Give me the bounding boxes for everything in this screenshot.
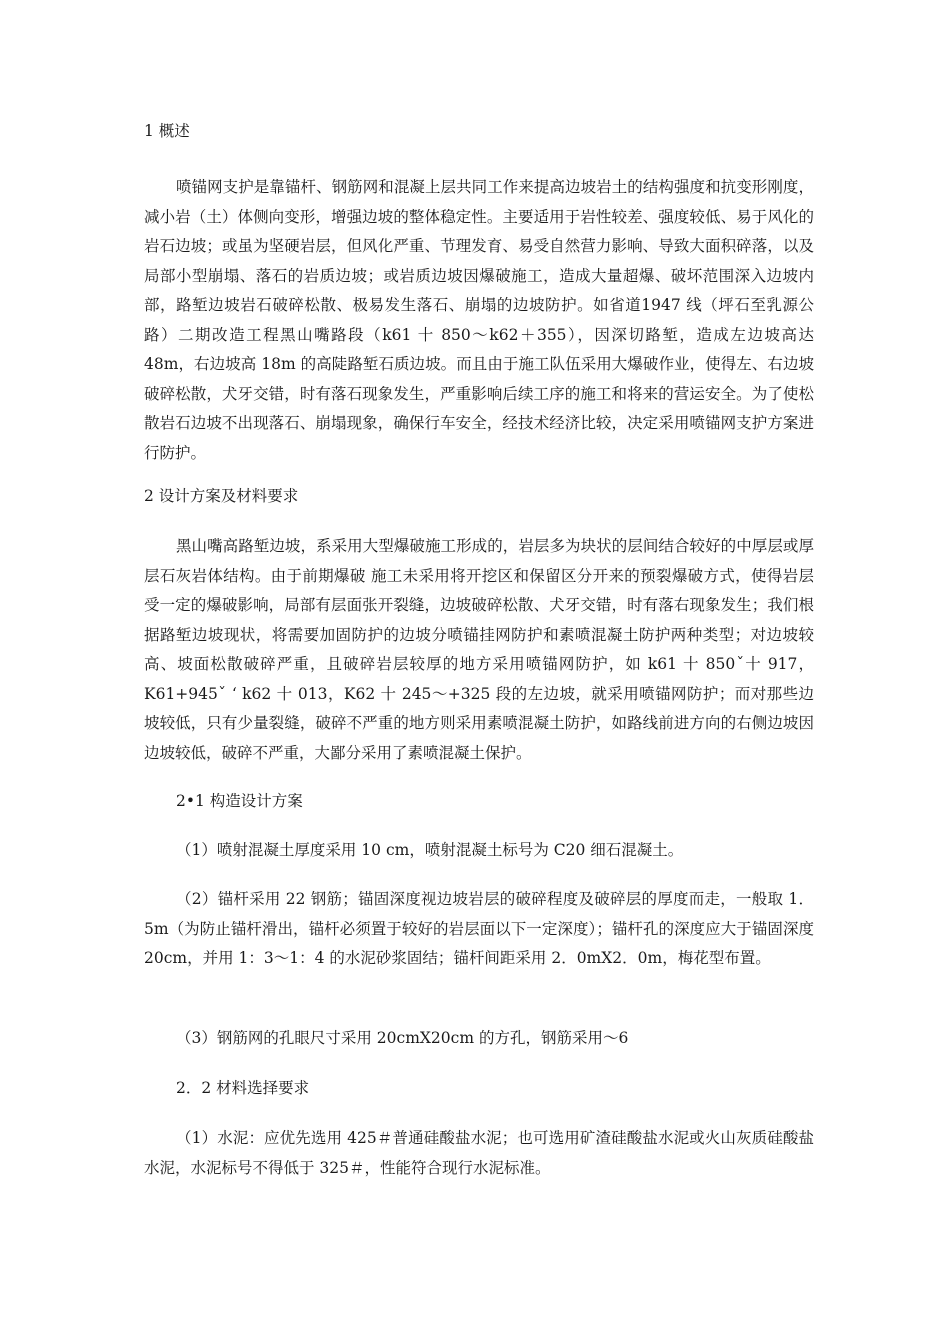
section-2-heading: 2 设计方案及材料要求 bbox=[144, 487, 299, 505]
section-2-paragraph: 黑山嘴高路堑边坡，系采用大型爆破施工形成的，岩层多为块状的层间结合较好的中厚层或厚层石灰岩体结构。由于前期爆破 施工未采用将开挖区和保留区分开来的预裂爆破方式，使得岩层受一定的爆破影响，局部有层面张开裂缝，边坡破碎松散、犬牙交错，时有落右现象发生；我们根据路堑边坡现状，将需要加固防护的边坡分喷锚挂网防护和素喷混凝土防护两种类型；对边坡较高、坡面松散破碎严重，且破碎岩层较厚的地方采用喷锚网防护，如 k61 十 850ˇ十 917，K61+945ˇ ‘ k62 十 013，K62 十 245～+325 段的左边坡，就采用喷锚网防护；而对那些边坡较低，只有少量裂缝，破碎不严重的地方则采用素喷混凝土防护，如路线前进方向的右侧边坡因边坡较低，破碎不严重，大鄙分采用了素喷混凝土保护。 bbox=[144, 537, 814, 762]
design-item-1-text: （1）喷射混凝土厚度采用 10 cm，喷射混凝土标号为 C20 细石混凝土。 bbox=[176, 841, 684, 859]
material-item-1: （1）水泥：应优先选用 425＃普通硅酸盐水泥；也可选用矿渣硅酸盐水泥或火山灰质硅酸盐水泥，水泥标号不得低于 325＃，性能符合现行水泥标准。 bbox=[144, 1129, 814, 1177]
design-item-3-text: （3）钢筋网的孔眼尺寸采用 20cmX20cm 的方孔，钢筋采用～6 bbox=[176, 1029, 629, 1047]
section-2-2-heading: 2．2 材料选择要求 bbox=[176, 1079, 310, 1097]
design-item-2: （2）锚杆采用 22 钢筋；锚固深度视边坡岩层的破碎程度及破碎层的厚度而走，一般取 1．5m（为防止锚杆滑出，锚杆必须置于较好的岩层面以下一定深度）；锚杆孔的深度应大于锚固深度 20cm，并用 1：3～1：4 的水泥砂浆固结；锚杆间距采用 2．0mX2．0m，梅花型布置。 bbox=[144, 890, 814, 967]
section-1-heading: 1 概述 bbox=[144, 122, 190, 140]
section-2-1-heading: 2•1 构造设计方案 bbox=[176, 792, 303, 810]
design-item-1 bbox=[144, 836, 814, 866]
section-1-paragraph: 喷锚网支护是靠锚杆、钢筋网和混凝上层共同工作来提高边坡岩土的结构强度和抗变形刚度，减小岩（土）体侧向变形，增强边坡的整体稳定性。主要适用于岩性较差、强度较低、易于风化的岩石边坡；或虽为坚硬岩层，但风化严重、节理发育、易受自然营力影响、导致大面积碎落，以及局部小型崩塌、落石的岩质边坡；或岩质边坡因爆破施工，造成大量超爆、破坏范围深入边坡内部，路堑边坡岩石破碎松散、极易发生落石、崩塌的边坡防护。如省道1947 线（坪石至乳源公路）二期改造工程黑山嘴路段（k61 十 850～k62＋355），因深切路堑，造成左边坡高达 48m，右边坡高 18m 的高陡路堑石质边坡。而且由于施工队伍采用大爆破作业，使得左、右边坡破碎松散，犬牙交错，时有落石现象发生，严重影响后续工序的施工和将来的营运安全。为了使松散岩石边坡不出现落石、崩塌现象，确保行车安全，经技术经济比较，决定采用喷锚网支护方案进行防护。 bbox=[144, 178, 814, 462]
design-item-3 bbox=[144, 1024, 814, 1054]
